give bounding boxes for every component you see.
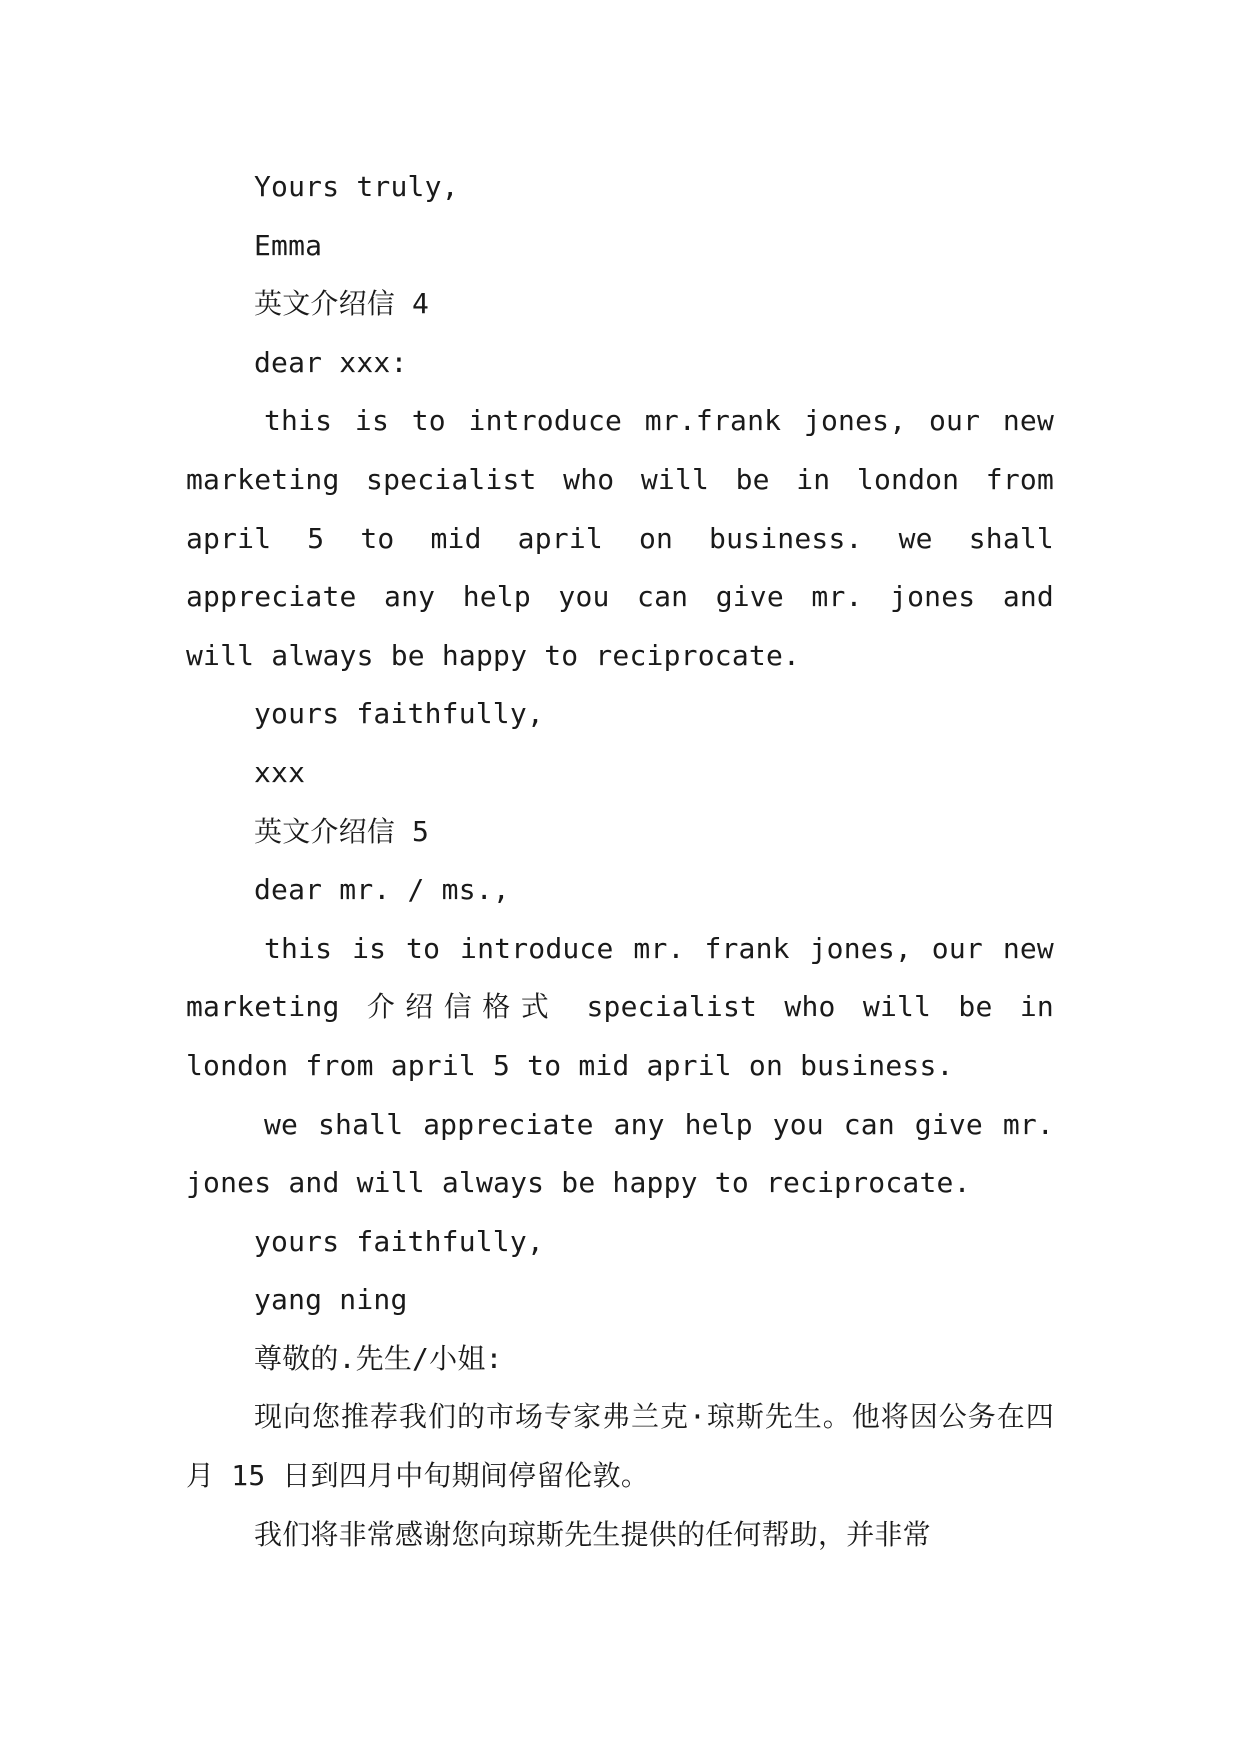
chinese-salutation: 尊敬的.先生/小姐: bbox=[254, 1341, 503, 1375]
salutation-line: dear xxx: bbox=[254, 345, 408, 379]
chinese-paragraph-1: 现向您推荐我们的市场专家弗兰克·琼斯先生。他将因公务在四月 15 日到四月中旬期间停留伦敦。 bbox=[186, 1400, 1054, 1493]
closing-line: yours faithfully, bbox=[254, 697, 544, 731]
signature-name: yang ning bbox=[254, 1283, 408, 1317]
closing-line: Yours truly, bbox=[254, 170, 459, 203]
signature-name: Emma bbox=[254, 228, 323, 262]
section-heading-4: 英文介绍信 4 bbox=[254, 287, 430, 321]
body-paragraph-5b: we shall appreciate any help you can give mr. jones and will always be happy to reciprocate. bbox=[186, 1107, 1054, 1200]
body-paragraph-4: this is to introduce mr.frank jones, our new marketing specialist who will be in london from april 5 to mid april on business. we shall appreciate any help you can give mr. jones and will always be happy to reciprocate. bbox=[186, 404, 1054, 672]
section-heading-5: 英文介绍信 5 bbox=[254, 814, 430, 848]
chinese-paragraph-2: 我们将非常感谢您向琼斯先生提供的任何帮助，并非常 bbox=[254, 1517, 931, 1551]
signature-name: xxx bbox=[254, 755, 306, 789]
letter-body bbox=[186, 158, 1054, 1564]
closing-line: yours faithfully, bbox=[254, 1224, 544, 1258]
body-paragraph-5a: this is to introduce mr. frank jones, our new marketing 介绍信格式 specialist who will be in london from april 5 to mid april on business. bbox=[186, 931, 1054, 1082]
salutation-line: dear mr. / ms., bbox=[254, 873, 510, 907]
